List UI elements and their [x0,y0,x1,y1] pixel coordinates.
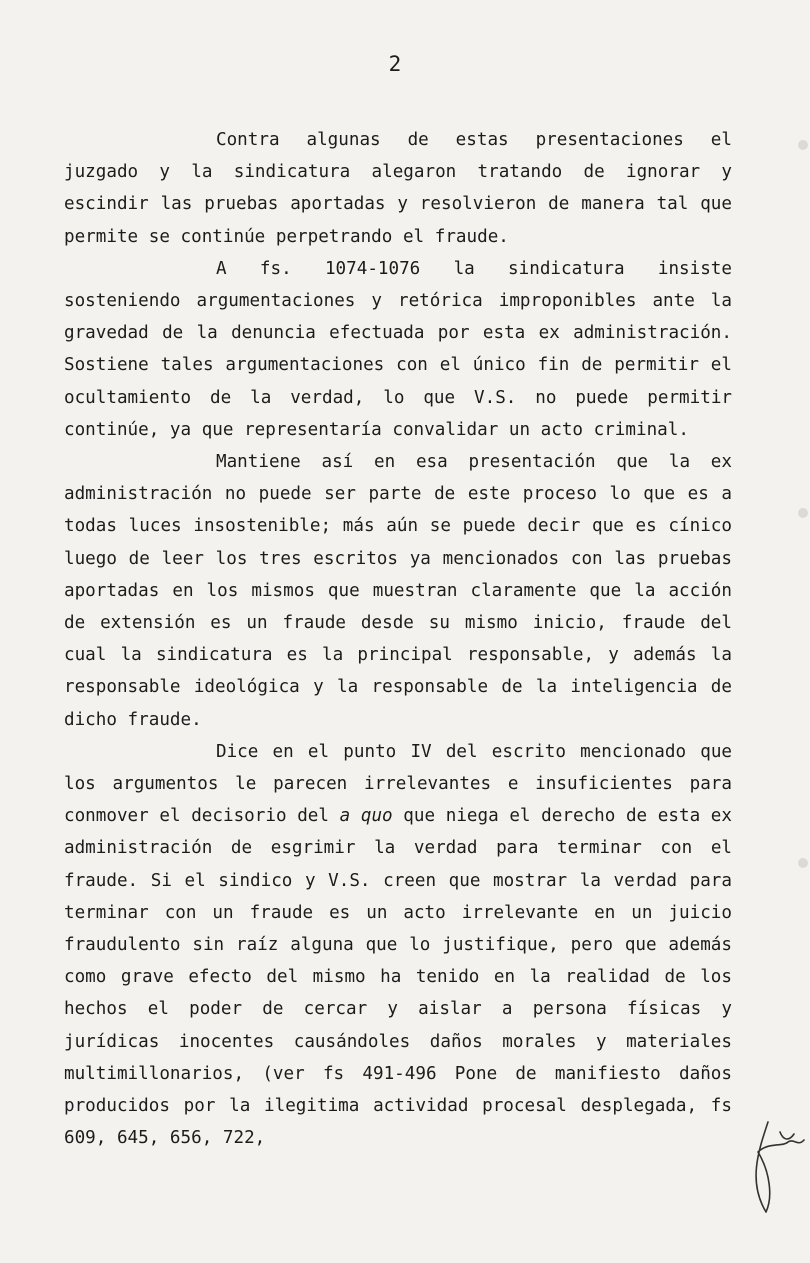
binder-hole-mark [798,858,808,868]
paragraph-4-part-1: Dice en el punto IV del escrito mencionado que los argumentos le parecen irrelevantes e insuficientes para conmover el decisorio del [64,741,732,827]
handwritten-signature-icon [728,1112,808,1222]
paragraph-4-part-2: que niega el derecho de esta ex administración de esgrimir la verdad para terminar con el fraude. Si el sindico y V.S. creen que mostrar la verdad para terminar con un fraude es un acto irrelevante en un juicio fraudulento sin raíz alguna que lo justifique, pero que además como grave efecto del mismo ha tenido en la realidad de los hechos el poder de cercar y aislar a persona físicas y jurídicas inocentes causándoles daños morales y materiales multimillonarios, (ver fs 491-496 Pone de manifiesto daños producidos por la ilegitima actividad procesal desplegada, fs 609, 645, 656, 722, [64,806,732,1149]
document-body [64,124,732,1155]
page-number: 2 [388,52,402,76]
binder-hole-mark [798,140,808,150]
paragraph-4 [64,736,732,1155]
paragraph-2: A fs. 1074-1076 la sindicatura insiste sosteniendo argumentaciones y retórica improponibles ante la gravedad de la denuncia efectuada por esta ex administración. Sostiene tales argumentaciones con el único fin de permitir el ocultamiento de la verdad, lo que V.S. no puede permitir continúe, ya que representaría convalidar un acto criminal. [64,258,732,440]
paragraph-1: Contra algunas de estas presentaciones el juzgado y la sindicatura alegaron tratando de ignorar y escindir las pruebas aportadas y resolvieron de manera tal que permite se continúe perpetrando el fraude. [64,130,732,247]
latin-term: a quo [339,806,393,827]
paragraph-3: Mantiene así en esa presentación que la ex administración no puede ser parte de este proceso lo que es a todas luces insostenible; más aún se puede decir que es cínico luego de leer los tres escritos ya mencionados con las pruebas aportadas en los mismos que muestran claramente que la acción de extensión es un fraude desde su mismo inicio, fraude del cual la sindicatura es la principal responsable, y además la responsable ideológica y la responsable de la inteligencia de dicho fraude. [64,452,732,730]
binder-hole-mark [798,508,808,518]
